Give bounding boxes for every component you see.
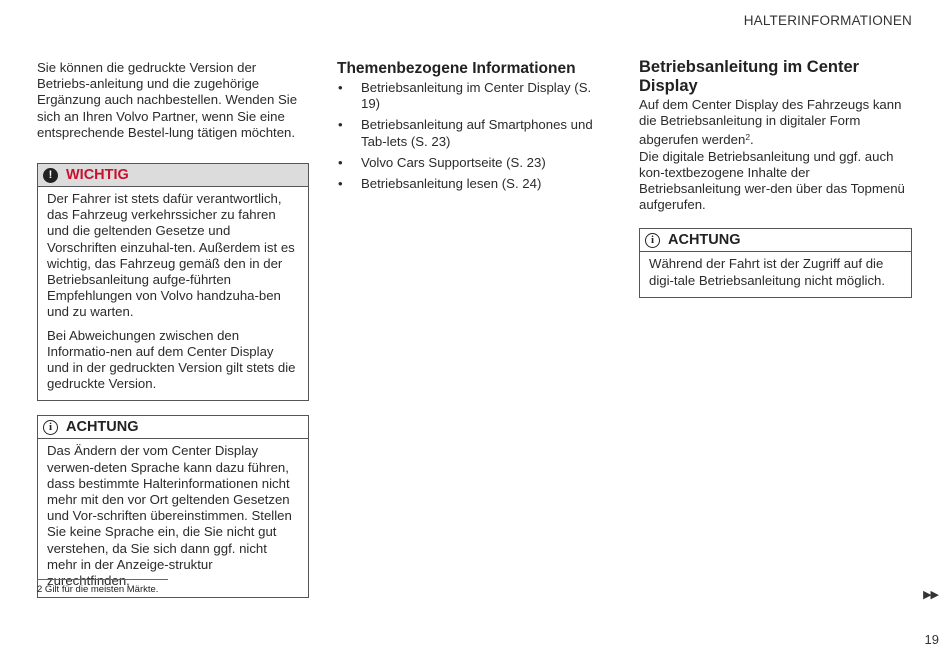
page-number: 19 (924, 632, 939, 647)
bullet-icon: • (338, 117, 343, 133)
warning-paragraph: Der Fahrer ist stets dafür verantwortlich, das Fahrzeug verkehrssicher zu fahren und die geltenden Gesetze und Vorschriften einzuhal-ten. Außerdem ist es wichtig, das Fahrzeug gemäß den in der Betriebsanleitung aufge-führten Empfehlungen von Volvo handzuha-ben und zu warten. (47, 191, 295, 320)
section-title: HALTERINFORMATIONEN (743, 13, 912, 28)
note-box (639, 228, 912, 297)
column-middle (337, 58, 612, 197)
column-right (639, 58, 912, 298)
note-body (38, 439, 308, 597)
info-icon: i (645, 233, 660, 248)
related-topics-heading: Themenbezogene Informationen (337, 60, 576, 77)
note-label: ACHTUNG (66, 419, 139, 436)
body-paragraph: Die digitale Betriebsanleitung und ggf. auch kon-textbezogene Inhalte der Betriebsanleitung wer-den über das Topmenü aufgerufen. (639, 148, 905, 213)
next-page-icon[interactable]: ▶▶ (923, 589, 938, 601)
footnote (37, 584, 158, 595)
related-link-text: Betriebsanleitung lesen (S. 24) (361, 176, 542, 192)
section-heading: Betriebsanleitung im Center Display (639, 58, 860, 95)
warning-label: WICHTIG (66, 167, 129, 184)
lead-text: Auf dem Center Display des Fahrzeugs kann die Betriebsanleitung in digitaler Form abgerufen werden (639, 97, 902, 148)
warning-body (38, 187, 308, 400)
related-link-text: Betriebsanleitung im Center Display (S. 19) (361, 80, 592, 112)
note-body (640, 252, 911, 296)
lead-end: . (750, 132, 754, 148)
bullet-icon: • (338, 80, 343, 95)
related-link[interactable] (337, 80, 612, 112)
related-link-text: Betriebsanleitung auf Smartphones und Tab-lets (S. 23) (361, 117, 593, 149)
exclamation-icon: ! (43, 168, 58, 183)
bullet-icon: • (338, 176, 343, 192)
warning-header (38, 164, 308, 187)
lead-paragraph (639, 97, 912, 149)
intro-paragraph: Sie können die gedruckte Version der Betriebs-anleitung und die zugehörige Ergänzung auch nachbestellen. Wenden Sie sich an Ihren Volvo Partner, wenn Sie eine entsprechende Bestel-lung tätigen möchten. (37, 60, 298, 140)
related-link[interactable] (337, 176, 612, 192)
footnote-divider (37, 579, 168, 580)
note-header (640, 229, 911, 252)
related-link-text: Volvo Cars Supportseite (S. 23) (361, 154, 546, 170)
warning-paragraph: Bei Abweichungen zwischen den Informatio-nen auf dem Center Display und in der gedruckten Version gilt stets die gedruckte Version. (47, 327, 296, 392)
footnote-mark: 2 (37, 584, 43, 595)
note-box (37, 415, 309, 598)
note-paragraph: Während der Fahrt ist der Zugriff auf die digi-tale Betriebsanleitung nicht möglich. (649, 256, 886, 288)
related-link[interactable] (337, 155, 612, 171)
bullet-icon: • (338, 154, 343, 170)
column-left (37, 58, 309, 598)
note-label: ACHTUNG (668, 232, 741, 249)
footnote-ref[interactable]: 2 (745, 132, 751, 143)
warning-box (37, 163, 309, 401)
info-icon: i (43, 420, 58, 435)
related-links-list (337, 80, 612, 192)
note-paragraph: Das Ändern der vom Center Display verwen-deten Sprache kann dazu führen, dass bestimmte Halterinformationen nicht mehr mit den vor Ort geltenden Gesetzen und Vor-schriften übereinstimmen. Stellen Sie keine Sprache ein, die Sie nicht gut verstehen, da Sie sich dann ggf. nicht mehr in der Anzeige-struktur zurechtfinden. (47, 443, 292, 589)
note-header (38, 416, 308, 439)
footnote-text: Gilt für die meisten Märkte. (42, 584, 159, 595)
related-link[interactable] (337, 117, 612, 149)
